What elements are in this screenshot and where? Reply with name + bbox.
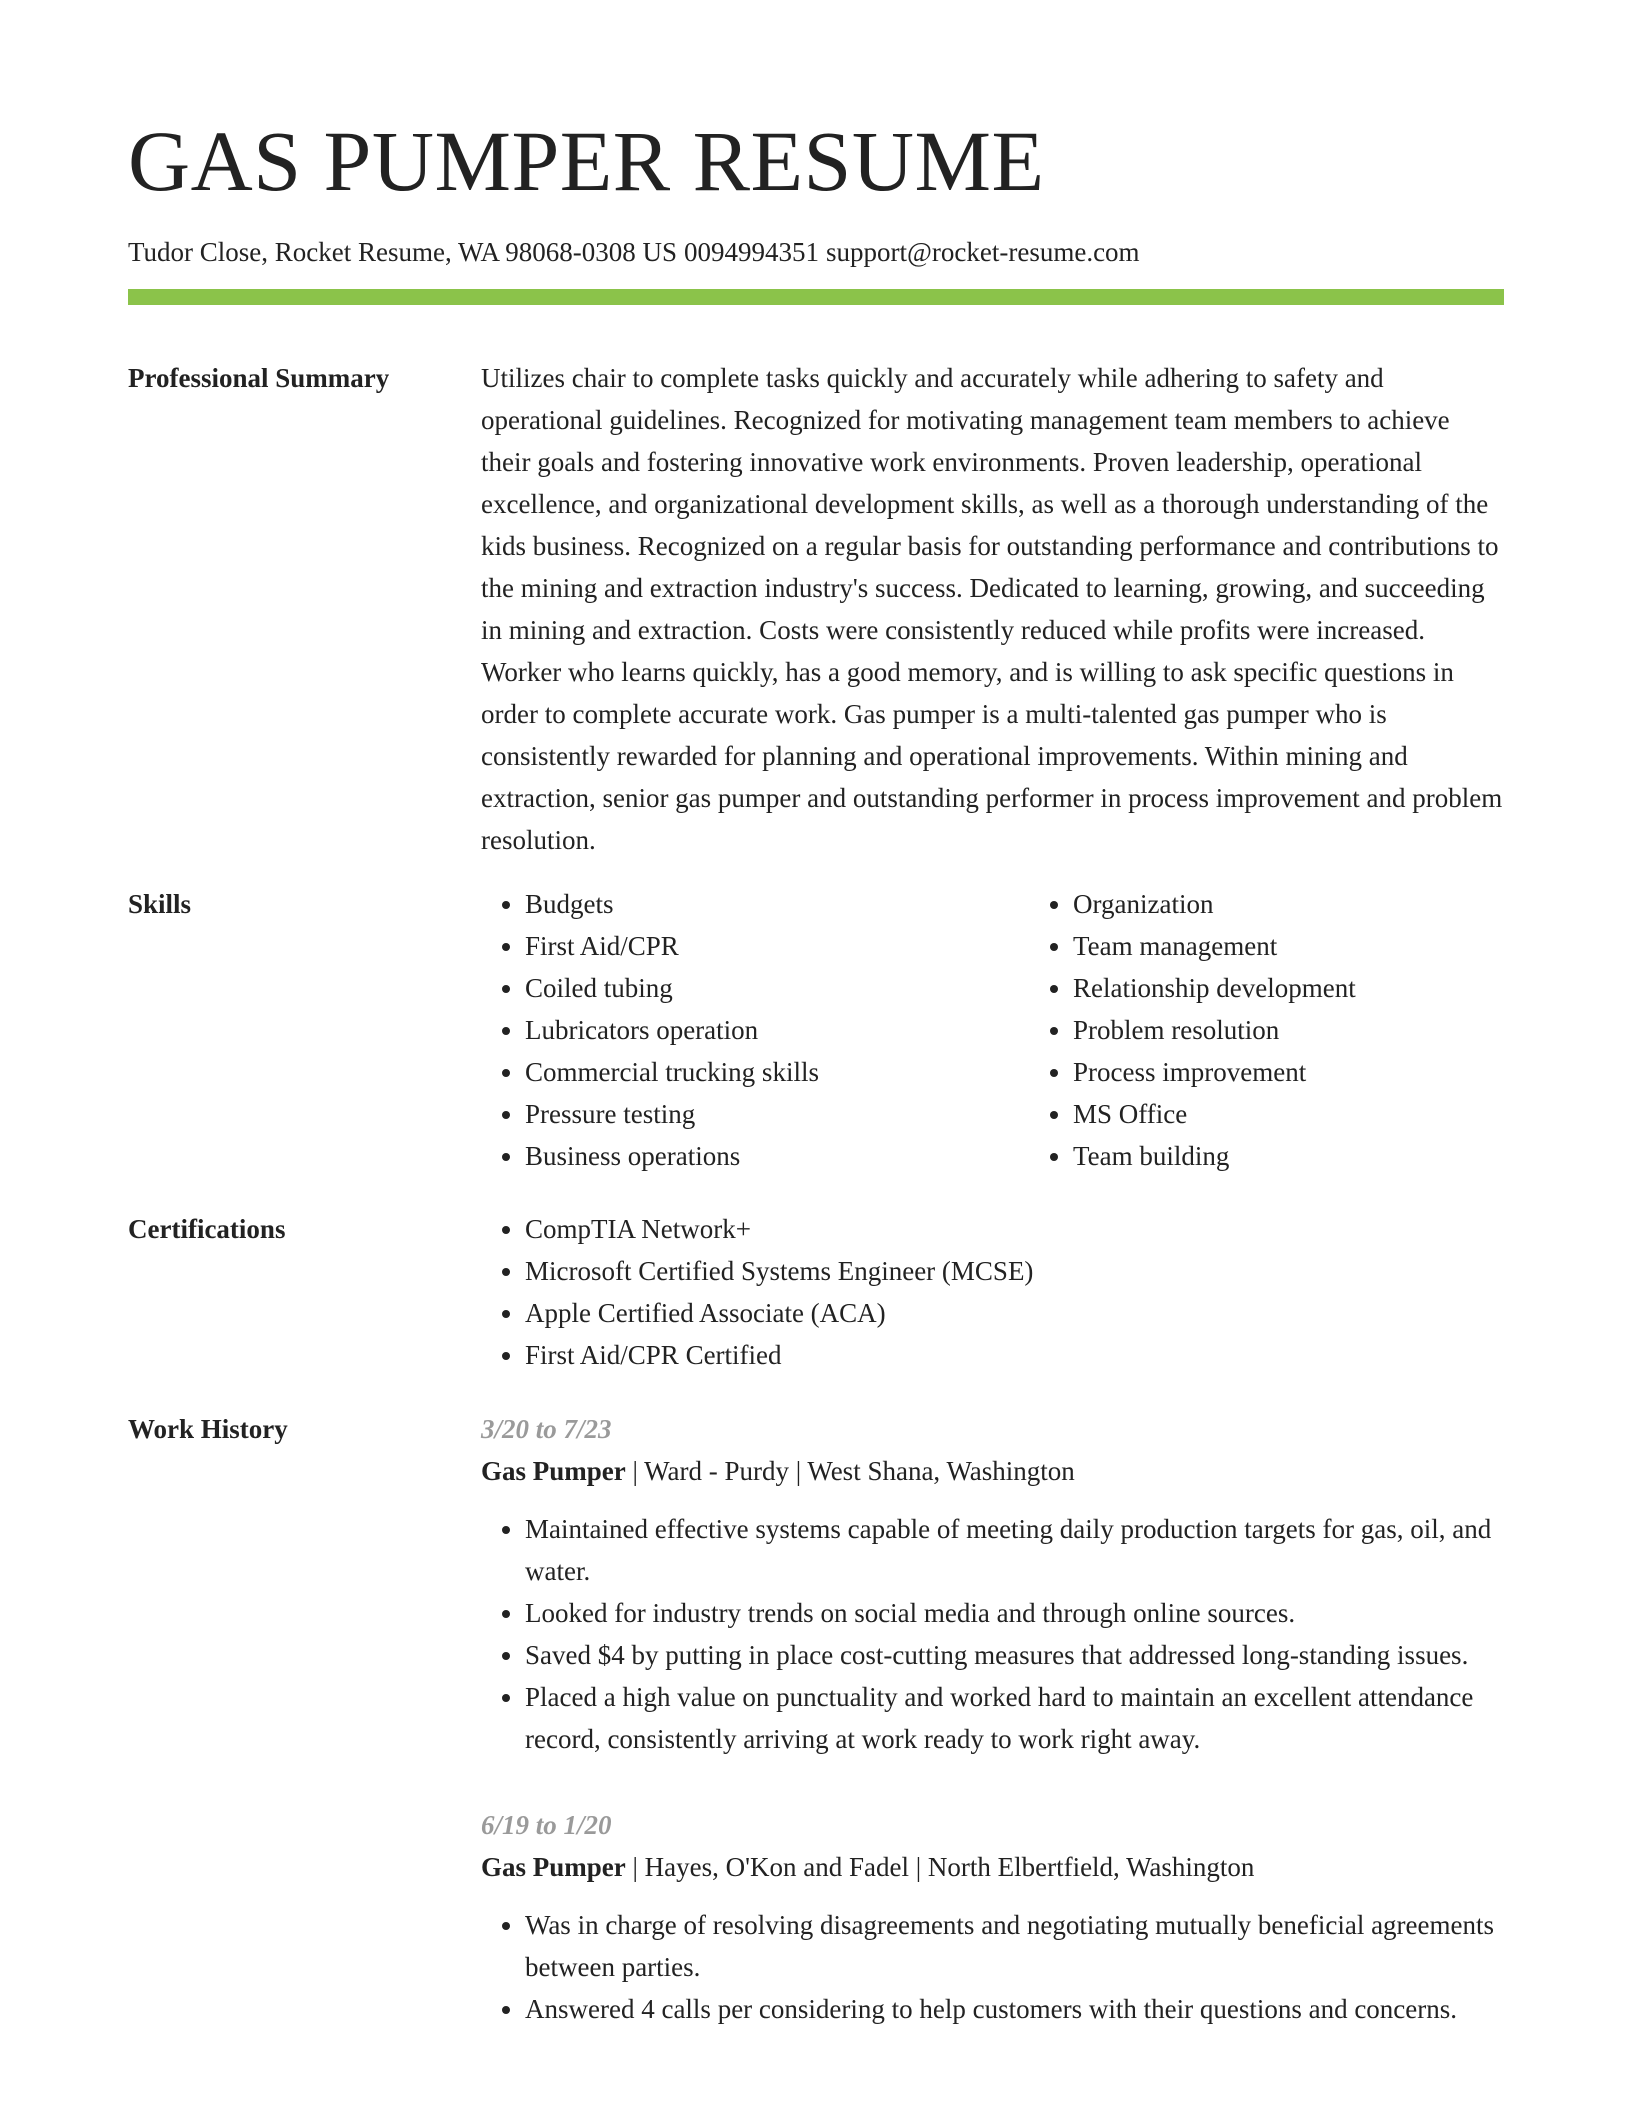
skills-section <box>128 883 1504 1177</box>
job-bullet: • Answered 4 calls per considering to help customers with their questions and concerns. <box>525 1988 1504 2030</box>
job-bullets <box>481 1508 1504 1760</box>
job-entry <box>481 1408 1504 1760</box>
work-history-body <box>481 1408 1504 2074</box>
summary-heading: Professional Summary <box>128 363 390 394</box>
header-divider <box>128 289 1504 305</box>
skill-item: • Organization <box>1073 883 1577 925</box>
skill-item: • Commercial trucking skills <box>525 1051 1029 1093</box>
certification-item: • Apple Certified Associate (ACA) <box>525 1292 1504 1334</box>
skill-item: • Lubricators operation <box>525 1009 1029 1051</box>
certifications-body <box>481 1208 1504 1376</box>
contact-phone: 0094994351 <box>684 237 820 267</box>
job-bullet: • Placed a high value on punctuality and worked hard to maintain an excellent attendance record, consistently arriving at work ready to work right away. <box>525 1676 1504 1760</box>
certification-item: • CompTIA Network+ <box>525 1208 1504 1250</box>
contact-email: support@rocket-resume.com <box>826 237 1140 267</box>
job-bullet: • Looked for industry trends on social media and through online sources. <box>525 1592 1504 1634</box>
resume-title: GAS PUMPER RESUME <box>128 113 1045 209</box>
job-bullet: • Was in charge of resolving disagreements and negotiating mutually beneficial agreements between parties. <box>525 1904 1504 1988</box>
job-entry <box>481 1804 1504 2030</box>
summary-body <box>481 357 1504 861</box>
skill-item: • Process improvement <box>1073 1051 1577 1093</box>
job-dates: 3/20 to 7/23 <box>481 1414 612 1445</box>
job-bullet: • Maintained effective systems capable of meeting daily production targets for gas, oil, and water. <box>525 1508 1504 1592</box>
skill-item: • Business operations <box>525 1135 1029 1177</box>
skills-list-right <box>1029 883 1577 1177</box>
skill-item: • Pressure testing <box>525 1093 1029 1135</box>
job-details: | Ward - Purdy | West Shana, Washington <box>625 1456 1075 1487</box>
skill-item: • Relationship development <box>1073 967 1577 1009</box>
summary-section <box>128 357 1504 861</box>
skill-item: • MS Office <box>1073 1093 1577 1135</box>
skill-item: • Team building <box>1073 1135 1577 1177</box>
skills-list-left <box>481 883 1029 1177</box>
certification-item: • Microsoft Certified Systems Engineer (MCSE) <box>525 1250 1504 1292</box>
summary-text: Utilizes chair to complete tasks quickly and accurately while adhering to safety and operational guidelines. Recognized for motivating management team members to achieve their goals and fostering innovative work environments. Proven leadership, operational excellence, and organizational development skills, as well as a thorough understanding of the kids business. Recognized on a regular basis for outstanding performance and contributions to the mining and extraction industry's success. Dedicated to learning, growing, and succeeding in mining and extraction. Costs were consistently reduced while profits were increased. Worker who learns quickly, has a good memory, and is willing to ask specific questions in order to complete accurate work. Gas pumper is a multi-talented gas pumper who is consistently rewarded for planning and operational improvements. Within mining and extraction, senior gas pumper and outstanding performer in process improvement and problem resolution. <box>481 363 1503 856</box>
skill-item: • Team management <box>1073 925 1577 967</box>
work-history-heading: Work History <box>128 1414 288 1445</box>
contact-address: Tudor Close, Rocket Resume, WA 98068-0308 US <box>128 237 678 267</box>
job-header <box>481 1846 1504 1888</box>
job-title: Gas Pumper <box>481 1852 626 1883</box>
certifications-list <box>481 1208 1504 1376</box>
skills-columns <box>481 883 1577 1177</box>
job-header <box>481 1450 1504 1492</box>
skill-item: • Coiled tubing <box>525 967 1029 1009</box>
work-history-section <box>128 1408 1504 2074</box>
skill-item: • Budgets <box>525 883 1029 925</box>
certification-item: • First Aid/CPR Certified <box>525 1334 1504 1376</box>
job-title: Gas Pumper <box>481 1456 626 1487</box>
job-dates: 6/19 to 1/20 <box>481 1810 612 1841</box>
job-details: | Hayes, O'Kon and Fadel | North Elbertfield, Washington <box>625 1852 1255 1883</box>
skills-heading: Skills <box>128 889 192 920</box>
skill-item: • Problem resolution <box>1073 1009 1577 1051</box>
certifications-section <box>128 1208 1504 1376</box>
skill-item: • First Aid/CPR <box>525 925 1029 967</box>
certifications-heading: Certifications <box>128 1214 286 1245</box>
job-bullet: • Saved $4 by putting in place cost-cutting measures that addressed long-standing issues. <box>525 1634 1504 1676</box>
contact-line <box>128 236 1504 268</box>
job-bullets <box>481 1904 1504 2030</box>
